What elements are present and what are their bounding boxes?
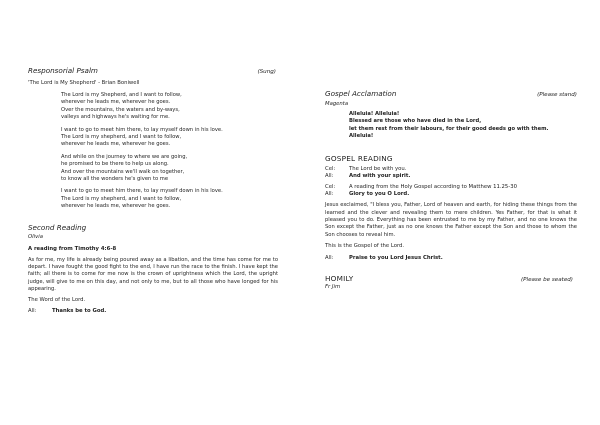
gospel-heading: GOSPEL READING (325, 153, 393, 163)
homily-header (325, 274, 577, 283)
verse-line: to know all the wonders he's given to me (61, 176, 169, 183)
verse-line: The Lord is my shepherd, and I want to follow, (61, 195, 182, 202)
verse-line: The Lord is my shepherd, and I want to follow, (61, 134, 182, 141)
response-speaker: All: (325, 172, 334, 179)
verse-line: valleys and highways he's waiting for me. (61, 114, 170, 121)
response-line (325, 173, 577, 180)
acclamation-line: Alleluia! (349, 133, 374, 140)
left-column (28, 0, 278, 315)
gospel-exchange-1 (325, 166, 577, 180)
response-speaker: Cel: (325, 184, 336, 191)
psalm-stanza (61, 127, 278, 149)
psalm-header (28, 66, 278, 75)
homily-speaker: Fr Jim (325, 284, 341, 291)
response-text: Praise to you Lord Jesus Christ. (349, 254, 443, 261)
response-speaker: All: (28, 308, 37, 315)
homily-heading: HOMILY (325, 274, 354, 284)
gospel-response (325, 255, 577, 262)
verse-line: Over the mountains, the waters and by-ways, (61, 106, 180, 113)
response-text: And with your spirit. (349, 172, 411, 179)
gospel-body: Jesus exclaimed, "I bless you, Father, Lord of heaven and earth, for hiding these things from the learned and the clever and revealing them to mere children. Yes Father, for that is what it pleased you to do. Everything has been entrusted to me by my Father, and no one knows the Son except the Father, just as no one knows the Father except the Son and those to whom the Son chooses to reveal him. (325, 202, 577, 238)
response-text: The Lord be with you. (349, 165, 407, 172)
second-reading-closing: The Word of the Lord. (28, 297, 86, 304)
verse-line: The Lord is my Shepherd, and I want to follow, (61, 92, 182, 98)
acclamation-line: Alleluia! Alleluia! (349, 111, 400, 117)
response-line (325, 166, 577, 173)
verse-line: I want to go to meet him there, to lay myself down in his love. (61, 126, 223, 133)
psalm-stanza (61, 92, 278, 122)
acclamation-text (349, 111, 577, 141)
psalm-stanza (61, 154, 278, 184)
response-speaker: Cel: (325, 165, 336, 172)
acclamation-header (325, 89, 577, 98)
acclamation-reader: Magenta (325, 101, 349, 107)
gospel-exchange-2 (325, 184, 577, 198)
psalm-stanza (61, 188, 278, 210)
response-text: A reading from the Holy Gospel according to Matthew 11.25-30 (349, 184, 517, 191)
verse-line: wherever he leads me, wherever he goes. (61, 141, 171, 148)
acclamation-note: (Please stand) (537, 92, 577, 98)
acclamation-title: Gospel Acclamation (325, 89, 397, 98)
verse-line: wherever he leads me, wherever he goes. (61, 203, 171, 210)
second-reading-heading: A reading from Timothy 4:6-8 (28, 245, 117, 252)
response-text: Glory to you O Lord. (349, 191, 410, 198)
acclamation-line: Blessed are those who have died in the Lord, (349, 118, 482, 125)
response-speaker: All: (325, 191, 334, 198)
homily-note: (Please be seated) (520, 277, 573, 284)
verse-line: I want to go to meet him there, to lay myself down in his love. (61, 188, 223, 195)
psalm-note: (Sung) (257, 69, 276, 75)
response-line (325, 184, 577, 191)
verse-line: And over the mountains we'll walk on together, (61, 168, 185, 175)
second-reading-title: Second Reading (28, 222, 87, 232)
response-speaker: All: (325, 254, 334, 261)
second-reading-reader: Olivia (28, 233, 43, 240)
verse-line: And while on the journey to where we are going, (61, 153, 188, 160)
psalm-subtitle: 'The Lord is My Shepherd' - Brian Boniwell (28, 80, 140, 86)
verse-line: he promised to be there to help us along. (61, 161, 169, 168)
response-text: Thanks be to God. (52, 308, 107, 315)
gospel-closing: This is the Gospel of the Lord. (325, 242, 405, 249)
response-line (325, 191, 577, 198)
acclamation-line: let them rest from their labours, for their good deeds go with them. (349, 125, 549, 132)
second-reading-response (28, 308, 278, 315)
psalm-title: Responsorial Psalm (28, 66, 98, 75)
right-column (325, 0, 577, 291)
verse-line: wherever he leads me, wherever he goes. (61, 99, 171, 106)
second-reading-body: As for me, my life is already being poured away as a libation, and the time has come for me to depart. I have fought the good fight to the end, I have run the race to the finish. I have kept the faith; all there is to come for me now is the crown of uprightness which the Lord, the upright judge, will give to me on this day, and not only to me, but to all those who have longed for his appearing. (28, 256, 278, 292)
